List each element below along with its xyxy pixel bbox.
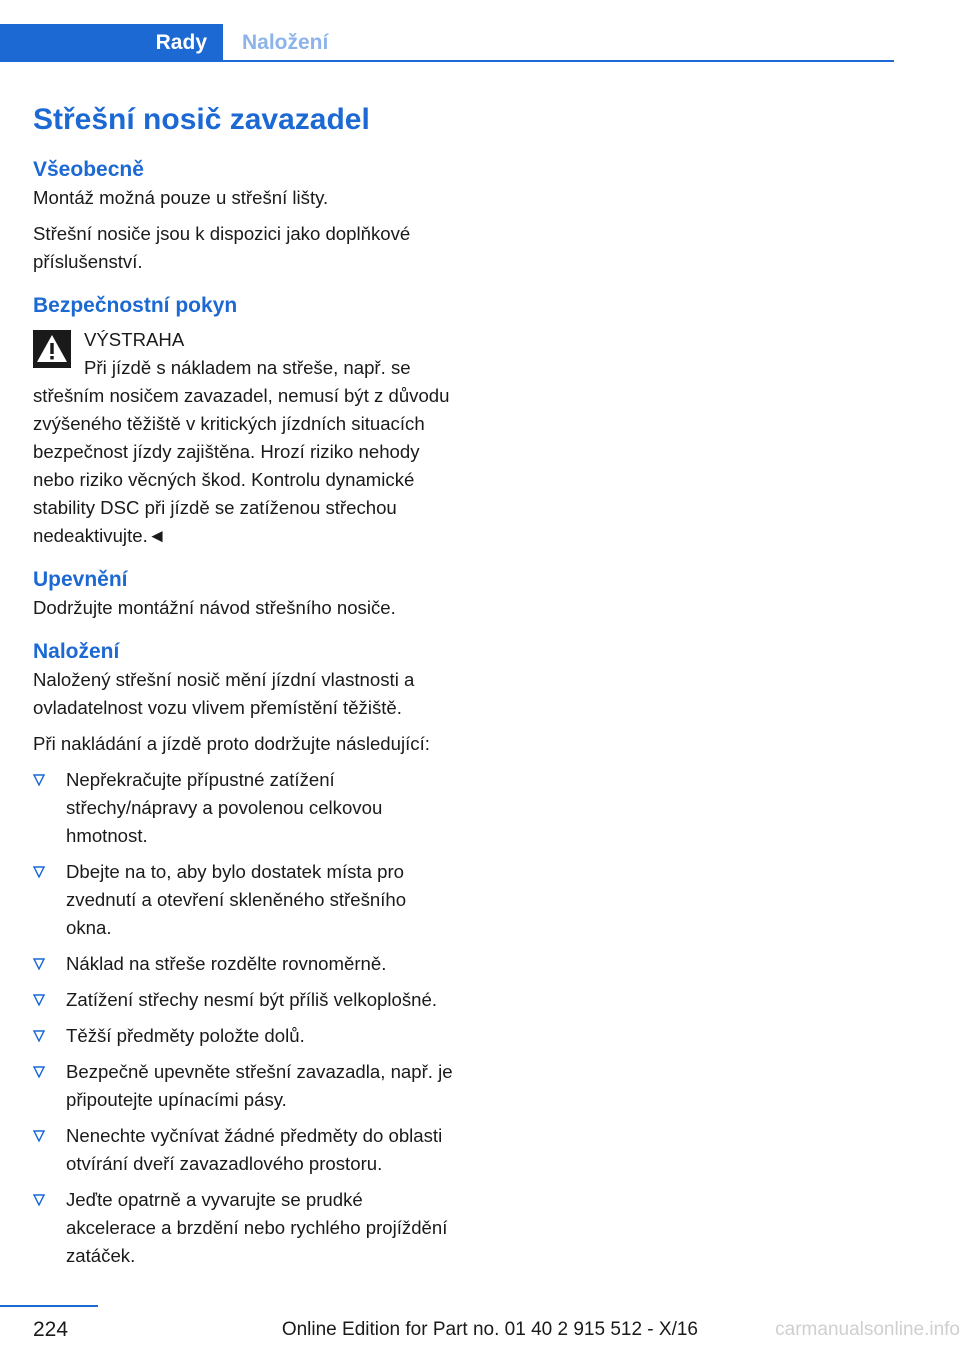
list-item <box>33 950 453 978</box>
list-item <box>33 1186 453 1270</box>
triangle-bullet-icon <box>33 1066 45 1078</box>
list-item-text: Nenechte vyčnívat žádné předměty do oblasti otvírání dveří zavazadlového prostoru. <box>66 1125 443 1174</box>
section-heading-loading: Naložení <box>33 640 120 663</box>
warning-body: střešním nosičem zavazadel, nemusí být z důvodu zvýšeného těžiště v kritických jízdních situacích bezpečnost jízdy zajištěna. Hrozí riziko nehody nebo riziko věcných škod. Kontrolu dynamické stability DSC při jízdě se zatíženou střechou nedeaktivujte.◄ <box>33 385 450 546</box>
header-bar <box>0 24 894 62</box>
triangle-bullet-icon <box>33 774 45 786</box>
triangle-bullet-icon <box>33 866 45 878</box>
list-item-text: Zatížení střechy nesmí být příliš velkoplošné. <box>66 989 437 1010</box>
tab-nalozeni[interactable]: Naložení <box>242 31 329 54</box>
loading-paragraph-2: Při nakládání a jízdě proto dodržujte následující: <box>33 733 430 754</box>
warning-block <box>33 326 453 550</box>
list-item <box>33 766 453 850</box>
section-heading-safety: Bezpečnostní pokyn <box>33 294 238 317</box>
list-item-text: Bezpečně upevněte střešní zavazadla, např. je připoutejte upínacími pásy. <box>66 1061 453 1110</box>
list-item-text: Těžší předměty položte dolů. <box>66 1025 305 1046</box>
list-item-text: Nepřekračujte přípustné zatížení střechy/nápravy a povolenou celkovou hmotnost. <box>66 769 383 846</box>
list-item-text: Náklad na střeše rozdělte rovnoměrně. <box>66 953 387 974</box>
tab-rady[interactable]: Rady <box>0 24 223 62</box>
header-rule <box>0 60 894 62</box>
triangle-bullet-icon <box>33 1194 45 1206</box>
page-content <box>33 100 453 1278</box>
footer-rule <box>0 1305 98 1307</box>
list-item-text: Jeďte opatrně a vyvarujte se prudké akcelerace a brzdění nebo rychlého projíždění zatáček. <box>66 1189 448 1266</box>
page-title: Střešní nosič zavazadel <box>33 103 370 136</box>
warning-first-line: Při jízdě s nákladem na střeše, např. se <box>84 357 411 378</box>
loading-list <box>33 766 453 1270</box>
triangle-bullet-icon <box>33 1030 45 1042</box>
list-item <box>33 1122 453 1178</box>
fastening-paragraph: Dodržujte montážní návod střešního nosiče. <box>33 597 396 618</box>
general-paragraph-2: Střešní nosiče jsou k dispozici jako doplňkové příslušenství. <box>33 223 411 272</box>
list-item <box>33 1058 453 1114</box>
list-item <box>33 986 453 1014</box>
section-heading-general: Všeobecně <box>33 158 144 181</box>
list-item <box>33 858 453 942</box>
list-item-text: Dbejte na to, aby bylo dostatek místa pro zvednutí a otevření skleněného střešního okna. <box>66 861 407 938</box>
list-item <box>33 1022 453 1050</box>
watermark: carmanualsonline.info <box>775 1319 960 1340</box>
triangle-bullet-icon <box>33 994 45 1006</box>
page-number: 224 <box>33 1318 69 1341</box>
triangle-bullet-icon <box>33 958 45 970</box>
loading-paragraph-1: Naložený střešní nosič mění jízdní vlastnosti a ovladatelnost vozu vlivem přemístění těžiště. <box>33 669 415 718</box>
section-heading-fastening: Upevnění <box>33 568 128 591</box>
general-paragraph-1: Montáž možná pouze u střešní lišty. <box>33 187 329 208</box>
edition-text: Online Edition for Part no. 01 40 2 915 512 - X/16 <box>281 1319 698 1340</box>
warning-triangle-icon <box>33 330 71 368</box>
warning-title: VÝSTRAHA <box>84 329 185 350</box>
triangle-bullet-icon <box>33 1130 45 1142</box>
